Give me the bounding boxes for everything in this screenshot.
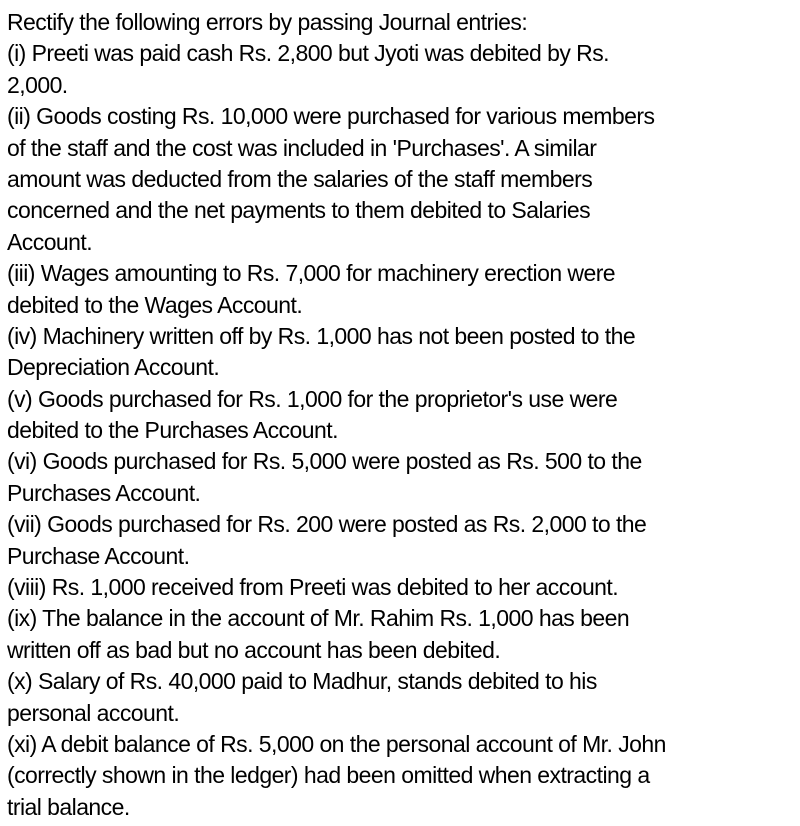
text-line: (vii) Goods purchased for Rs. 200 were posted as Rs. 2,000 to the xyxy=(7,511,647,538)
text-line: 2,000. xyxy=(7,71,68,98)
text-line: of the staff and the cost was included in 'Purchases'. A similar xyxy=(7,134,597,161)
text-line: trial balance. xyxy=(7,793,130,820)
text-line: (v) Goods purchased for Rs. 1,000 for the proprietor's use were xyxy=(7,385,618,412)
text-line: concerned and the net payments to them debited to Salaries xyxy=(7,197,591,224)
text-line: (x) Salary of Rs. 40,000 paid to Madhur, stands debited to his xyxy=(7,668,597,695)
text-line: (ix) The balance in the account of Mr. Rahim Rs. 1,000 has been xyxy=(7,605,630,632)
text-line: debited to the Purchases Account. xyxy=(7,417,338,444)
text-line: Purchases Account. xyxy=(7,479,201,506)
text-line: written off as bad but no account has been debited. xyxy=(7,636,501,663)
text-line: (iv) Machinery written off by Rs. 1,000 has not been posted to the xyxy=(7,322,636,349)
text-line: amount was deducted from the salaries of the staff members xyxy=(7,165,593,192)
text-line: (correctly shown in the ledger) had been omitted when extracting a xyxy=(7,762,650,789)
text-line: (i) Preeti was paid cash Rs. 2,800 but Jyoti was debited by Rs. xyxy=(7,40,609,67)
text-line: (vi) Goods purchased for Rs. 5,000 were posted as Rs. 500 to the xyxy=(7,448,642,475)
text-line: (viii) Rs. 1,000 received from Preeti was debited to her account. xyxy=(7,574,619,601)
text-line: (iii) Wages amounting to Rs. 7,000 for machinery erection were xyxy=(7,260,616,287)
text-line: personal account. xyxy=(7,699,180,726)
text-line: (ii) Goods costing Rs. 10,000 were purchased for various members xyxy=(7,103,655,130)
text-line: Rectify the following errors by passing Journal entries: xyxy=(7,9,528,35)
text-line: (xi) A debit balance of Rs. 5,000 on the personal account of Mr. John xyxy=(7,730,666,757)
text-line: Depreciation Account. xyxy=(7,354,220,381)
text-line: Purchase Account. xyxy=(7,542,190,569)
text-line: debited to the Wages Account. xyxy=(7,291,303,318)
text-line: Account. xyxy=(7,228,93,255)
